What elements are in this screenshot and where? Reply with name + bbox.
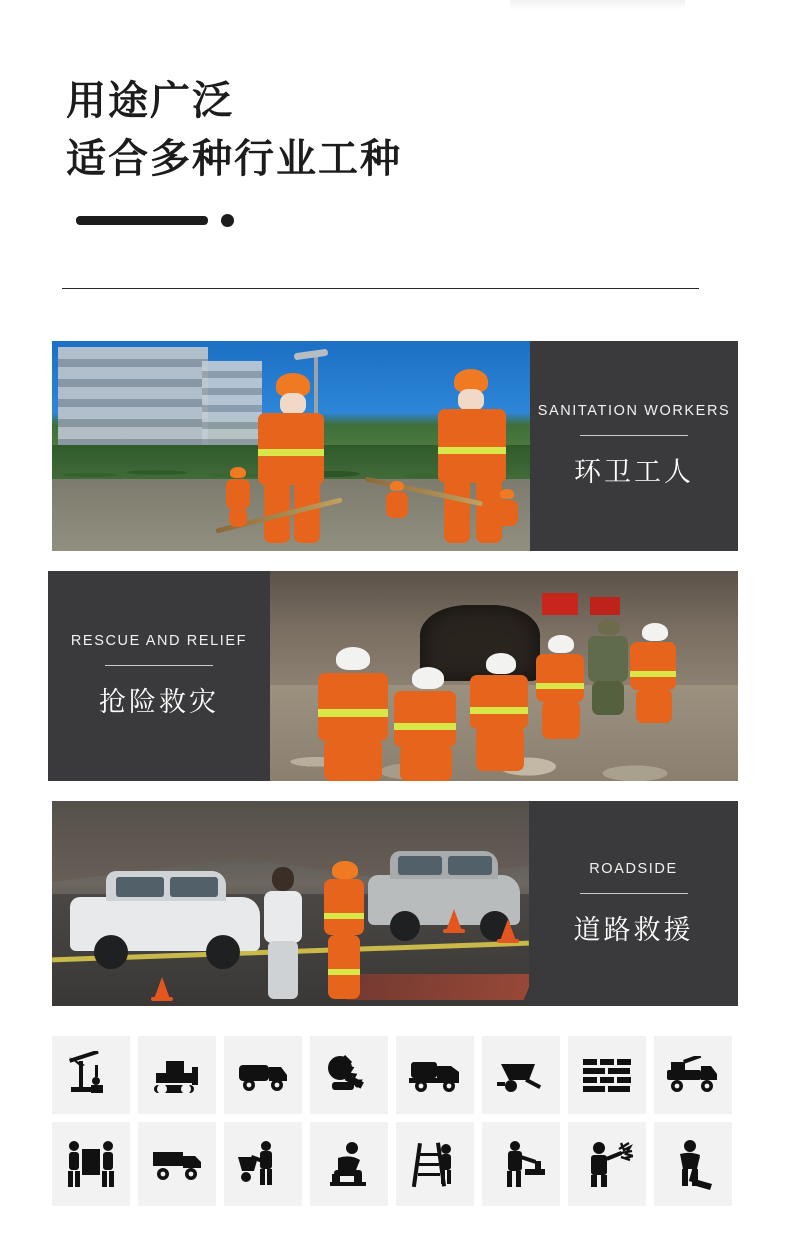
worker-pipe-icon xyxy=(482,1122,560,1206)
sweeper-icon xyxy=(654,1122,732,1206)
car-wheel xyxy=(390,911,420,941)
worker-figure-distant xyxy=(382,481,412,533)
red-flag xyxy=(590,597,620,615)
feature-label-en: SANITATION WORKERS xyxy=(537,403,731,419)
rescuer-figure xyxy=(630,623,684,723)
brick-wall-icon xyxy=(568,1036,646,1114)
feature-photo-sanitation xyxy=(52,341,530,551)
worker-figure-distant xyxy=(220,467,256,527)
soldier-figure xyxy=(588,619,632,715)
underline-dot xyxy=(221,214,234,227)
cement-mixer-truck-icon xyxy=(224,1036,302,1114)
feature-photo-roadside xyxy=(52,801,529,1006)
tow-truck-icon xyxy=(654,1036,732,1114)
panel-divider xyxy=(580,435,688,436)
worker-kneeling-icon xyxy=(310,1122,388,1206)
wheelbarrow-icon xyxy=(482,1036,560,1114)
rescuer-figure xyxy=(466,653,538,771)
page-title xyxy=(66,72,402,188)
top-fade-band xyxy=(510,0,685,10)
icon-row-2 xyxy=(52,1122,738,1206)
panel-divider xyxy=(580,893,688,894)
feature-row-roadside xyxy=(52,801,738,1006)
rescuer-figure xyxy=(388,667,468,781)
feature-label-cn: 道路救援 xyxy=(573,914,694,945)
worker-ladder-icon xyxy=(396,1122,474,1206)
worker-pushing-cart-icon xyxy=(224,1122,302,1206)
feature-label-en: RESCUE AND RELIEF xyxy=(70,633,248,649)
icon-row-1 xyxy=(52,1036,738,1114)
feature-photo-rescue xyxy=(270,571,738,781)
title-line-1: 用途广泛 xyxy=(66,79,234,123)
car-wheel xyxy=(206,935,240,969)
concrete-truck-icon xyxy=(396,1036,474,1114)
worker-figure xyxy=(242,373,338,543)
customer-figure xyxy=(256,867,308,999)
rescuer-figure xyxy=(534,635,592,739)
title-underline-decoration xyxy=(76,214,234,227)
feature-panel-rescue xyxy=(48,571,270,781)
feature-panel-roadside xyxy=(529,801,738,1006)
feature-label-cn: 环卫工人 xyxy=(574,457,694,487)
section-divider xyxy=(62,288,699,289)
worker-figure-distant xyxy=(492,489,522,541)
industry-icon-grid xyxy=(52,1036,738,1214)
feature-panel-sanitation xyxy=(530,341,738,551)
feature-row-rescue xyxy=(48,571,738,781)
feature-label-cn: 抢险救灾 xyxy=(99,687,219,717)
panel-divider xyxy=(105,665,213,666)
traffic-cone xyxy=(154,977,170,999)
welder-icon xyxy=(568,1122,646,1206)
traffic-cone xyxy=(446,909,462,931)
dump-truck-icon xyxy=(138,1122,216,1206)
title-line-2: 适合多种行业工种 xyxy=(66,137,402,181)
drill-sparks-icon xyxy=(310,1036,388,1114)
bulldozer-icon xyxy=(138,1036,216,1114)
feature-label-en: ROADSIDE xyxy=(589,860,678,877)
underline-bar xyxy=(76,216,208,225)
roadside-worker-figure xyxy=(318,861,370,1001)
traffic-cone xyxy=(500,919,516,941)
road-red-band xyxy=(347,974,529,1000)
feature-row-sanitation xyxy=(52,341,738,551)
crane-icon xyxy=(52,1036,130,1114)
car-wheel xyxy=(94,935,128,969)
two-workers-carrying-icon xyxy=(52,1122,130,1206)
rescuer-figure xyxy=(310,647,400,781)
red-flag xyxy=(542,593,578,615)
